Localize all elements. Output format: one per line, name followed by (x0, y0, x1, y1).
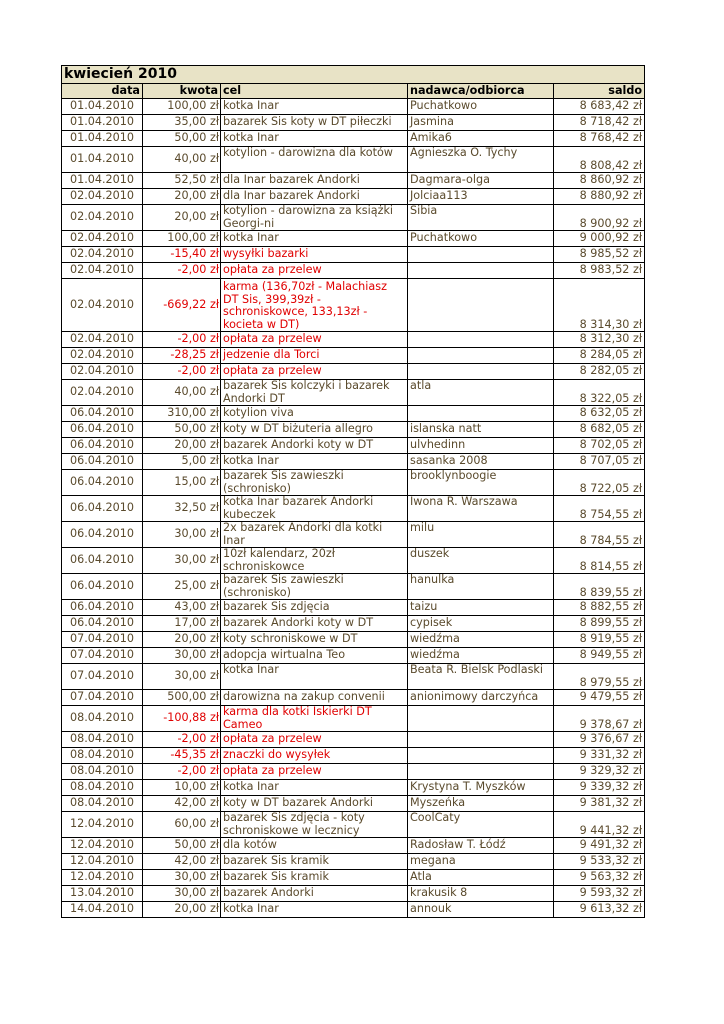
cell-date: 06.04.2010 (62, 496, 143, 522)
cell-purpose-text: bazarek Sis zawieszki (schronisko) (223, 470, 344, 495)
cell-sender-text: Iwona R. Warszawa (410, 496, 518, 508)
cell-amount: 20,00 zł (143, 632, 221, 648)
cell-amount: 30,00 zł (143, 648, 221, 664)
cell-date: 01.04.2010 (62, 173, 143, 189)
table-row (62, 364, 645, 380)
cell-sender: cypisek (408, 616, 554, 632)
table-row (62, 247, 645, 263)
cell-sender (408, 664, 554, 690)
cell-purpose: opłata za przelew (221, 732, 408, 748)
cell-sender (408, 522, 554, 548)
table-row (62, 886, 645, 902)
cell-balance: 8 983,52 zł (554, 263, 645, 279)
table-row (62, 780, 645, 796)
cell-purpose (221, 664, 408, 690)
cell-purpose: kotylion viva (221, 406, 408, 422)
table-row (62, 812, 645, 838)
cell-date: 06.04.2010 (62, 574, 143, 600)
cell-date: 08.04.2010 (62, 780, 143, 796)
cell-balance: 8 754,55 zł (554, 496, 645, 522)
cell-amount: -2,00 zł (143, 332, 221, 348)
cell-balance: 8 784,55 zł (554, 522, 645, 548)
cell-sender: Radosław T. Łódź (408, 838, 554, 854)
cell-date: 02.04.2010 (62, 189, 143, 205)
cell-date: 12.04.2010 (62, 838, 143, 854)
cell-sender: Jolciaa113 (408, 189, 554, 205)
cell-balance: 8 683,42 zł (554, 99, 645, 115)
cell-amount: 52,50 zł (143, 173, 221, 189)
cell-purpose: kotka Inar (221, 99, 408, 115)
table-row (62, 422, 645, 438)
cell-amount: 310,00 zł (143, 406, 221, 422)
cell-sender: Myszeńka (408, 796, 554, 812)
cell-sender: islanska natt (408, 422, 554, 438)
table-row (62, 706, 645, 732)
cell-purpose (221, 147, 408, 173)
cell-balance: 8 808,42 zł (554, 147, 645, 173)
cell-purpose (221, 470, 408, 496)
cell-balance: 8 900,92 zł (554, 205, 645, 231)
cell-purpose (221, 706, 408, 732)
cell-amount: 500,00 zł (143, 690, 221, 706)
cell-balance: 8 949,55 zł (554, 648, 645, 664)
cell-sender: krakusik 8 (408, 886, 554, 902)
cell-purpose-text: 2x bazarek Andorki dla kotki Inar (223, 522, 383, 547)
sheet-title: kwiecień 2010 (62, 66, 645, 84)
cell-amount: 32,50 zł (143, 496, 221, 522)
cell-purpose: koty schroniskowe w DT (221, 632, 408, 648)
cell-balance: 8 880,92 zł (554, 189, 645, 205)
cell-balance: 8 282,05 zł (554, 364, 645, 380)
cell-sender (408, 706, 554, 732)
cell-date: 07.04.2010 (62, 648, 143, 664)
cell-amount: -15,40 zł (143, 247, 221, 263)
cell-purpose-text: karma dla kotki Iskierki DT Cameo (223, 706, 372, 731)
title-row (62, 66, 645, 84)
spreadsheet (61, 65, 644, 918)
cell-amount: 5,00 zł (143, 454, 221, 470)
cell-date: 12.04.2010 (62, 870, 143, 886)
table-row (62, 632, 645, 648)
cell-amount: -669,22 zł (143, 279, 221, 332)
cell-balance: 8 814,55 zł (554, 548, 645, 574)
cell-purpose (221, 548, 408, 574)
cell-sender: sasanka 2008 (408, 454, 554, 470)
cell-purpose-text: kotylion - darowizna dla kotów (223, 147, 393, 159)
table-row (62, 548, 645, 574)
cell-balance: 8 979,55 zł (554, 664, 645, 690)
cell-purpose: opłata za przelew (221, 332, 408, 348)
cell-sender (408, 496, 554, 522)
cell-date: 01.04.2010 (62, 99, 143, 115)
header-saldo: saldo (554, 84, 645, 99)
cell-amount: 40,00 zł (143, 147, 221, 173)
cell-balance: 8 839,55 zł (554, 574, 645, 600)
cell-date: 02.04.2010 (62, 247, 143, 263)
cell-date: 12.04.2010 (62, 812, 143, 838)
cell-date: 01.04.2010 (62, 131, 143, 147)
cell-amount: -2,00 zł (143, 364, 221, 380)
cell-amount: 25,00 zł (143, 574, 221, 600)
cell-sender (408, 279, 554, 332)
cell-amount: 30,00 zł (143, 548, 221, 574)
cell-balance: 9 381,32 zł (554, 796, 645, 812)
cell-date: 07.04.2010 (62, 690, 143, 706)
cell-date: 02.04.2010 (62, 263, 143, 279)
cell-purpose: bazarek Sis zdjęcia (221, 600, 408, 616)
cell-sender: Krystyna T. Myszków (408, 780, 554, 796)
table-row (62, 438, 645, 454)
table-row (62, 748, 645, 764)
cell-amount: 43,00 zł (143, 600, 221, 616)
table-row (62, 205, 645, 231)
cell-date: 07.04.2010 (62, 632, 143, 648)
cell-amount: 30,00 zł (143, 870, 221, 886)
cell-date: 02.04.2010 (62, 279, 143, 332)
cell-balance: 9 378,67 zł (554, 706, 645, 732)
cell-sender-text: brooklynboogie (410, 470, 497, 482)
cell-balance: 9 441,32 zł (554, 812, 645, 838)
cell-purpose: znaczki do wysyłek (221, 748, 408, 764)
cell-sender (408, 812, 554, 838)
cell-sender (408, 348, 554, 364)
cell-purpose: koty w DT bazarek Andorki (221, 796, 408, 812)
cell-purpose: karma (136,70zł - Malachiasz DT Sis, 399,39zł - schroniskowce, 133,13zł - kocieta w DT) (221, 279, 408, 332)
cell-purpose-text: bazarek Sis kolczyki i bazarek Andorki DT (223, 380, 390, 405)
cell-sender (408, 247, 554, 263)
cell-balance: 9 533,32 zł (554, 854, 645, 870)
cell-sender: Atla (408, 870, 554, 886)
table-row (62, 902, 645, 918)
cell-amount: 50,00 zł (143, 422, 221, 438)
table-row (62, 838, 645, 854)
header-cel: cel (221, 84, 408, 99)
cell-sender-text: Agnieszka O. Tychy (410, 147, 518, 159)
cell-purpose: kotka Inar (221, 131, 408, 147)
cell-sender: anionimowy darczyńca (408, 690, 554, 706)
cell-date: 08.04.2010 (62, 796, 143, 812)
cell-sender (408, 548, 554, 574)
cell-purpose: dla Inar bazarek Andorki (221, 173, 408, 189)
cell-sender (408, 732, 554, 748)
table-row (62, 522, 645, 548)
cell-date: 06.04.2010 (62, 470, 143, 496)
cell-sender (408, 205, 554, 231)
cell-balance: 9 593,32 zł (554, 886, 645, 902)
table-body (62, 99, 645, 918)
table-row (62, 348, 645, 364)
table-row (62, 732, 645, 748)
cell-date: 02.04.2010 (62, 348, 143, 364)
table-row (62, 470, 645, 496)
cell-sender: taizu (408, 600, 554, 616)
cell-date: 06.04.2010 (62, 422, 143, 438)
cell-date: 06.04.2010 (62, 438, 143, 454)
cell-sender: ulvhedinn (408, 438, 554, 454)
cell-purpose-text: kotka Inar bazarek Andorki kubeczek (223, 496, 374, 521)
cell-amount: 20,00 zł (143, 438, 221, 454)
cell-purpose: bazarek Sis koty w DT piłeczki (221, 115, 408, 131)
cell-purpose (221, 380, 408, 406)
cell-amount: 35,00 zł (143, 115, 221, 131)
cell-sender: Puchatkowo (408, 99, 554, 115)
cell-purpose: kotka Inar (221, 454, 408, 470)
cell-balance: 8 985,52 zł (554, 247, 645, 263)
cell-sender (408, 380, 554, 406)
cell-balance: 8 899,55 zł (554, 616, 645, 632)
cell-amount: 40,00 zł (143, 380, 221, 406)
cell-date: 06.04.2010 (62, 616, 143, 632)
cell-date: 08.04.2010 (62, 764, 143, 780)
cell-amount: 30,00 zł (143, 886, 221, 902)
cell-date: 01.04.2010 (62, 147, 143, 173)
cell-balance: 9 331,32 zł (554, 748, 645, 764)
cell-amount: -45,35 zł (143, 748, 221, 764)
cell-sender-text: duszek (410, 548, 450, 560)
cell-amount: 100,00 zł (143, 231, 221, 247)
cell-amount: 100,00 zł (143, 99, 221, 115)
cell-sender (408, 574, 554, 600)
cell-balance: 8 860,92 zł (554, 173, 645, 189)
cell-purpose-text: kotka Inar (223, 664, 279, 676)
cell-sender-text: hanulka (410, 574, 455, 586)
table-row (62, 279, 645, 332)
cell-sender-text: Beata R. Bielsk Podlaski (410, 664, 544, 676)
cell-date: 02.04.2010 (62, 332, 143, 348)
cell-date: 06.04.2010 (62, 522, 143, 548)
cell-purpose: kotka Inar (221, 780, 408, 796)
cell-sender (408, 263, 554, 279)
cell-purpose: kotka Inar (221, 231, 408, 247)
cell-date: 06.04.2010 (62, 454, 143, 470)
cell-sender (408, 748, 554, 764)
cell-sender (408, 332, 554, 348)
cell-balance: 8 322,05 zł (554, 380, 645, 406)
cell-purpose: bazarek Sis kramik (221, 854, 408, 870)
cell-balance: 8 768,42 zł (554, 131, 645, 147)
cell-date: 07.04.2010 (62, 664, 143, 690)
cell-date: 13.04.2010 (62, 886, 143, 902)
cell-purpose: dla Inar bazarek Andorki (221, 189, 408, 205)
cell-sender: annouk (408, 902, 554, 918)
cell-date: 06.04.2010 (62, 548, 143, 574)
cell-balance: 8 284,05 zł (554, 348, 645, 364)
table-row (62, 147, 645, 173)
cell-purpose (221, 812, 408, 838)
cell-purpose-text: bazarek Sis zawieszki (schronisko) (223, 574, 344, 599)
table-row (62, 600, 645, 616)
cell-purpose (221, 496, 408, 522)
cell-amount: -100,88 zł (143, 706, 221, 732)
cell-sender: megana (408, 854, 554, 870)
cell-date: 02.04.2010 (62, 205, 143, 231)
cell-purpose: bazarek Andorki koty w DT (221, 616, 408, 632)
header-kwota: kwota (143, 84, 221, 99)
cell-sender (408, 147, 554, 173)
cell-amount: 50,00 zł (143, 131, 221, 147)
table-row (62, 496, 645, 522)
cell-amount: 20,00 zł (143, 189, 221, 205)
cell-balance: 8 682,05 zł (554, 422, 645, 438)
cell-sender-text: CoolCaty (410, 812, 461, 824)
cell-sender (408, 470, 554, 496)
cell-purpose: bazarek Andorki koty w DT (221, 438, 408, 454)
cell-purpose: opłata za przelew (221, 263, 408, 279)
cell-amount: 30,00 zł (143, 664, 221, 690)
cell-amount: 42,00 zł (143, 796, 221, 812)
table-row (62, 189, 645, 205)
table-row (62, 574, 645, 600)
cell-date: 06.04.2010 (62, 600, 143, 616)
cell-purpose: kotka Inar (221, 902, 408, 918)
cell-balance: 8 722,05 zł (554, 470, 645, 496)
cell-amount: 60,00 zł (143, 812, 221, 838)
cell-sender (408, 364, 554, 380)
cell-sender: Dagmara-olga (408, 173, 554, 189)
cell-date: 02.04.2010 (62, 380, 143, 406)
header-nadawca: nadawca/odbiorca (408, 84, 554, 99)
cell-balance: 9 563,32 zł (554, 870, 645, 886)
cell-date: 06.04.2010 (62, 406, 143, 422)
cell-balance: 8 314,30 zł (554, 279, 645, 332)
cell-purpose: dla kotów (221, 838, 408, 854)
cell-balance: 8 312,30 zł (554, 332, 645, 348)
cell-purpose: bazarek Andorki (221, 886, 408, 902)
cell-purpose (221, 522, 408, 548)
cell-balance: 8 707,05 zł (554, 454, 645, 470)
table-row (62, 131, 645, 147)
cell-sender (408, 406, 554, 422)
cell-balance: 8 702,05 zł (554, 438, 645, 454)
cell-sender: wiedźma (408, 648, 554, 664)
cell-balance: 8 882,55 zł (554, 600, 645, 616)
cell-purpose: wysyłki bazarki (221, 247, 408, 263)
cell-purpose: koty w DT biżuteria allegro (221, 422, 408, 438)
cell-purpose-text: bazarek Sis zdjęcia - koty schroniskowe w lecznicy (223, 812, 365, 837)
table-row (62, 231, 645, 247)
cell-amount: -2,00 zł (143, 764, 221, 780)
cell-sender-text: milu (410, 522, 435, 534)
cell-date: 02.04.2010 (62, 231, 143, 247)
table-row (62, 648, 645, 664)
cell-purpose: darowizna na zakup convenii (221, 690, 408, 706)
cell-sender (408, 764, 554, 780)
cell-purpose (221, 574, 408, 600)
cell-purpose: bazarek Sis kramik (221, 870, 408, 886)
table-row (62, 870, 645, 886)
ledger-table (61, 65, 645, 918)
cell-sender-text: atla (410, 380, 432, 392)
cell-purpose-text: 10zł kalendarz, 20zł schroniskowce (223, 548, 335, 573)
cell-balance: 8 919,55 zł (554, 632, 645, 648)
cell-amount: 15,00 zł (143, 470, 221, 496)
table-row (62, 115, 645, 131)
cell-date: 08.04.2010 (62, 748, 143, 764)
cell-amount: 17,00 zł (143, 616, 221, 632)
table-row (62, 99, 645, 115)
cell-amount: -2,00 zł (143, 263, 221, 279)
cell-date: 14.04.2010 (62, 902, 143, 918)
cell-date: 02.04.2010 (62, 364, 143, 380)
cell-purpose: opłata za przelew (221, 364, 408, 380)
cell-purpose: adopcja wirtualna Teo (221, 648, 408, 664)
cell-amount: -28,25 zł (143, 348, 221, 364)
table-row (62, 332, 645, 348)
table-row (62, 854, 645, 870)
cell-balance: 9 376,67 zł (554, 732, 645, 748)
cell-purpose: jedzenie dla Torci (221, 348, 408, 364)
cell-sender: Amika6 (408, 131, 554, 147)
table-row (62, 380, 645, 406)
table-row (62, 454, 645, 470)
table-row (62, 616, 645, 632)
cell-date: 01.04.2010 (62, 115, 143, 131)
cell-balance: 9 479,55 zł (554, 690, 645, 706)
cell-amount: 50,00 zł (143, 838, 221, 854)
cell-date: 08.04.2010 (62, 732, 143, 748)
table-row (62, 796, 645, 812)
cell-balance: 9 613,32 zł (554, 902, 645, 918)
cell-balance: 9 329,32 zł (554, 764, 645, 780)
cell-amount: 30,00 zł (143, 522, 221, 548)
table-row (62, 173, 645, 189)
cell-balance: 9 000,92 zł (554, 231, 645, 247)
cell-purpose (221, 205, 408, 231)
header-data: data (62, 84, 143, 99)
table-row (62, 664, 645, 690)
cell-sender: wiedźma (408, 632, 554, 648)
cell-purpose: opłata za przelew (221, 764, 408, 780)
cell-amount: -2,00 zł (143, 732, 221, 748)
cell-balance: 9 491,32 zł (554, 838, 645, 854)
cell-amount: 10,00 zł (143, 780, 221, 796)
cell-balance: 9 339,32 zł (554, 780, 645, 796)
cell-amount: 42,00 zł (143, 854, 221, 870)
cell-date: 08.04.2010 (62, 706, 143, 732)
table-row (62, 690, 645, 706)
table-row (62, 263, 645, 279)
cell-balance: 8 718,42 zł (554, 115, 645, 131)
cell-sender-text: Sibia (410, 205, 438, 217)
cell-date: 12.04.2010 (62, 854, 143, 870)
table-row (62, 406, 645, 422)
cell-amount: 20,00 zł (143, 902, 221, 918)
table-row (62, 764, 645, 780)
cell-balance: 8 632,05 zł (554, 406, 645, 422)
cell-purpose-text: kotylion - darowizna za książki Georgi-ni (223, 205, 394, 230)
header-row (62, 84, 645, 99)
cell-sender: Jasmina (408, 115, 554, 131)
cell-amount: 20,00 zł (143, 205, 221, 231)
cell-sender: Puchatkowo (408, 231, 554, 247)
